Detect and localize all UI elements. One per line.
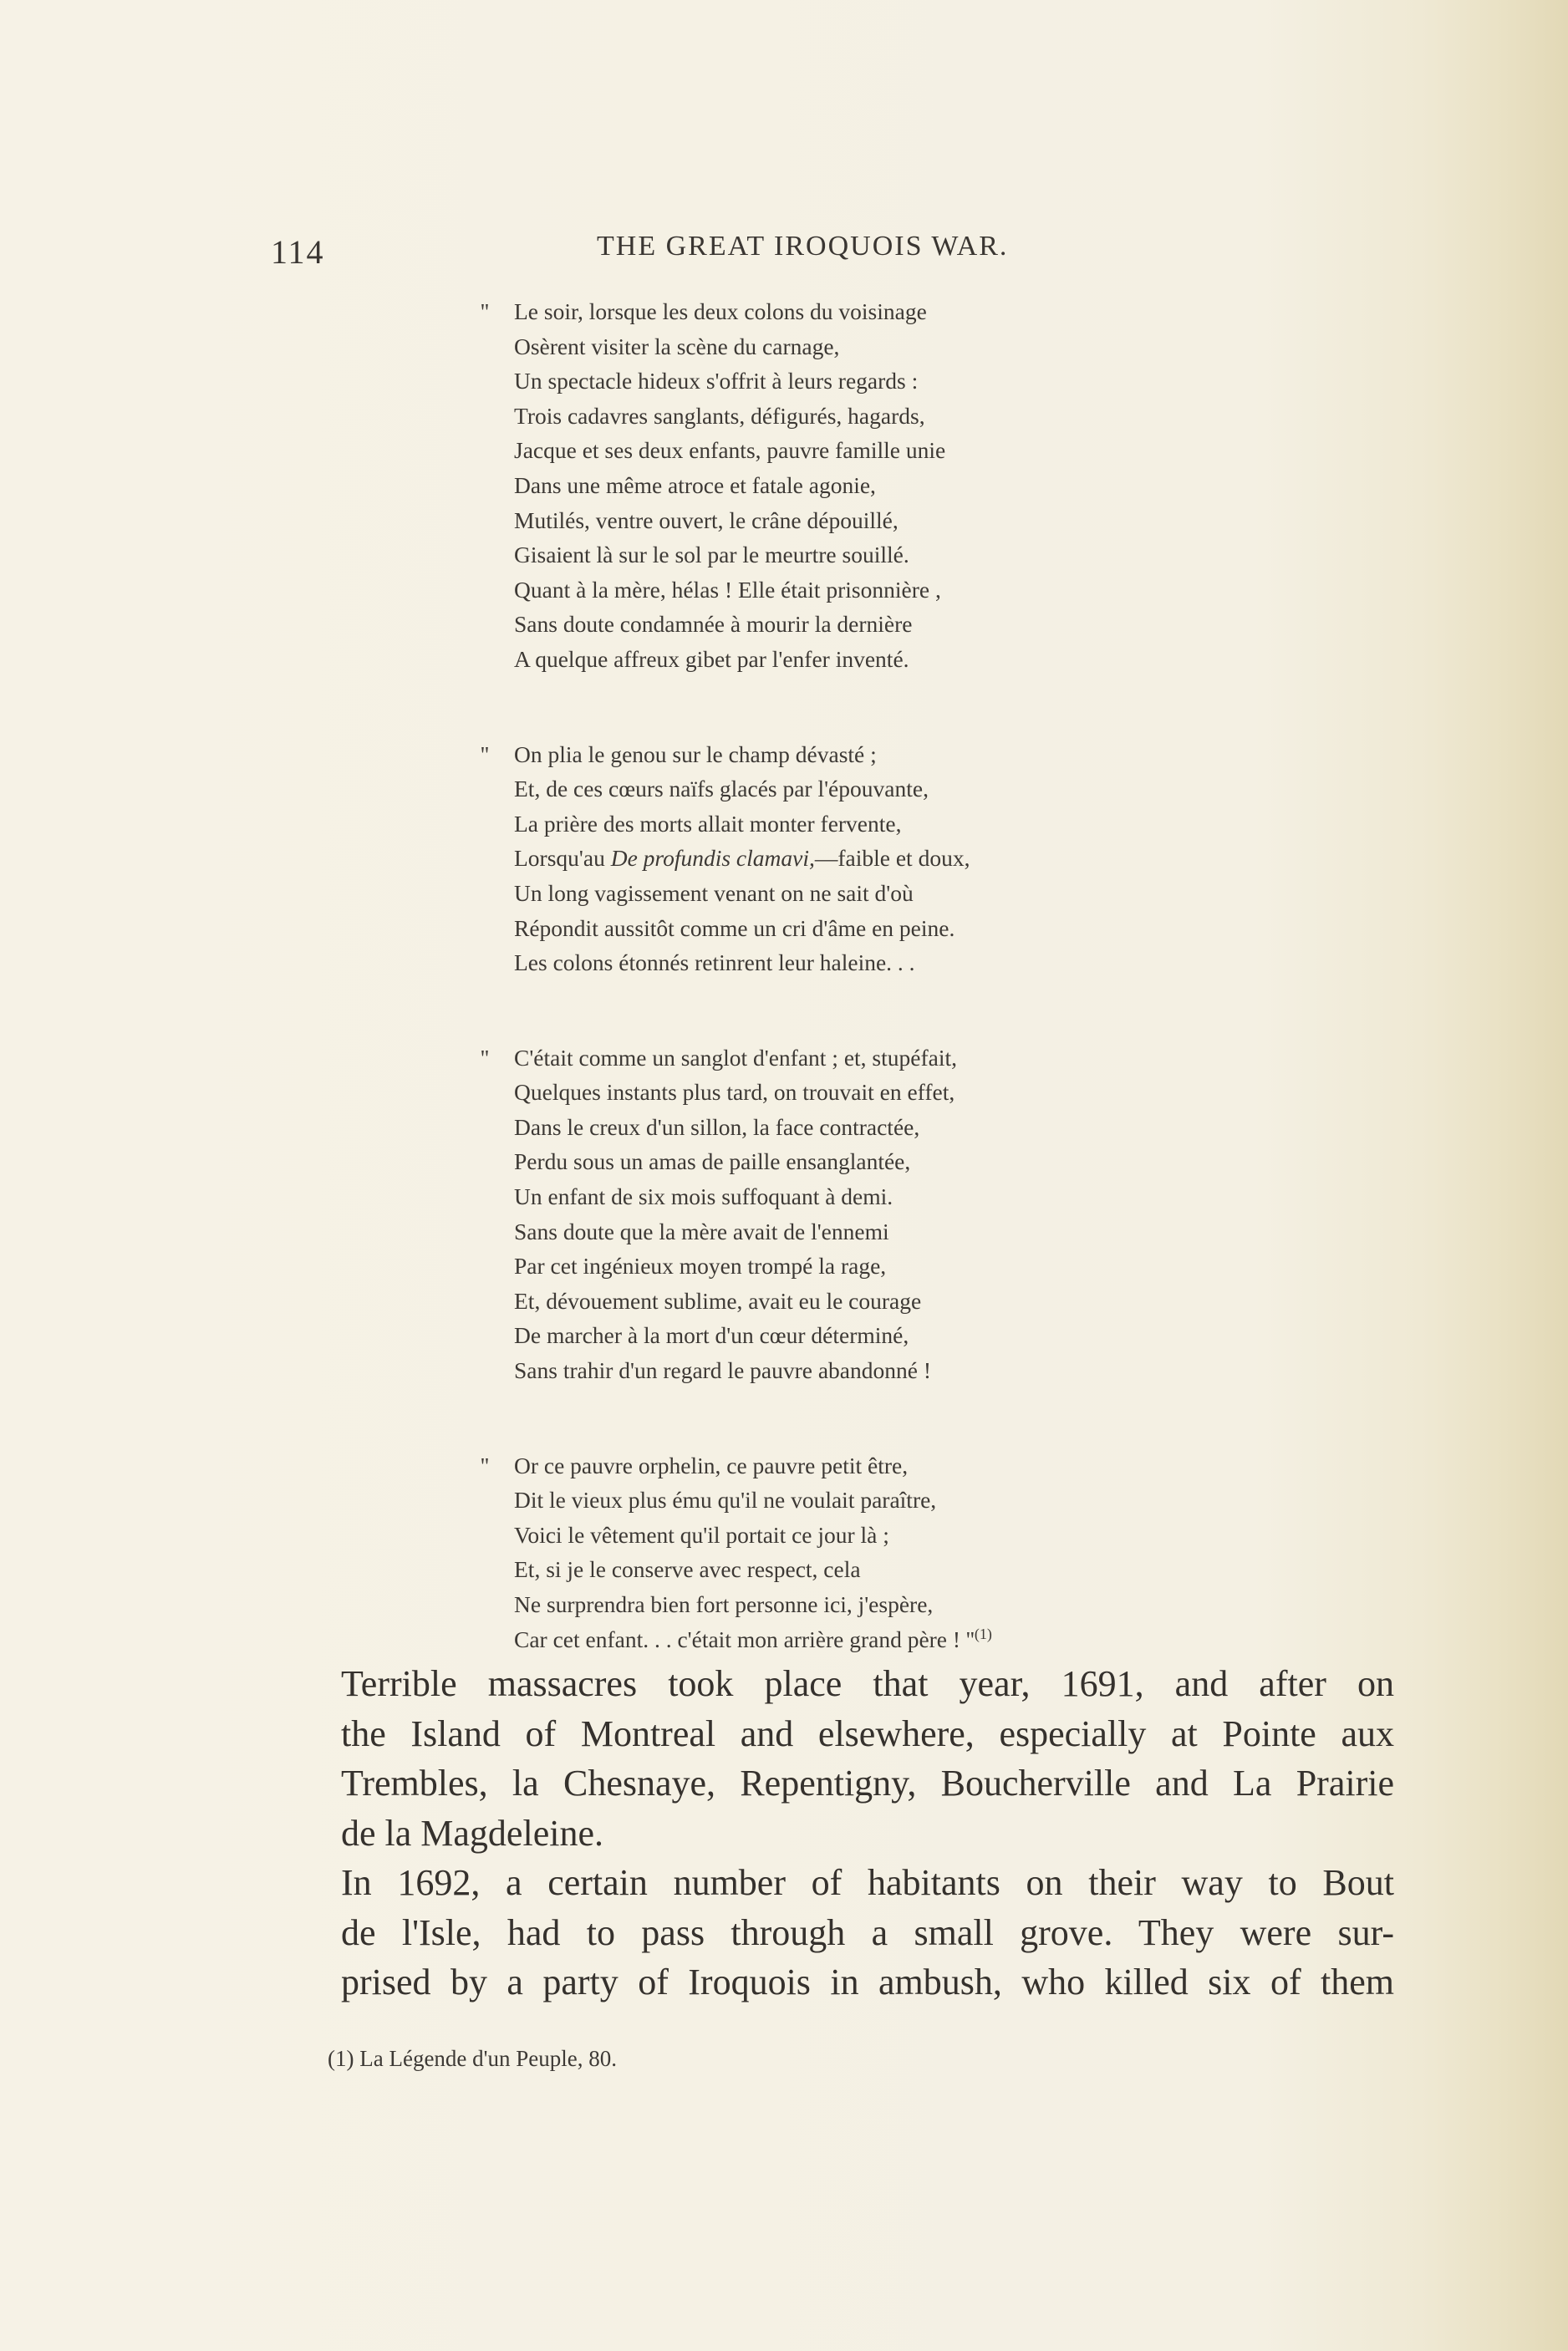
poem-line: Un long vagissement venant on ne sait d'où (514, 879, 914, 906)
poem-line: La prière des morts allait monter fervente, (514, 810, 902, 837)
prose-line: In 1692, a certain number of habitants on their way to Bout (341, 1862, 1394, 1903)
page-number: 114 (271, 233, 325, 271)
poem-line: Les colons étonnés retinrent leur haleine. . . (514, 949, 915, 976)
poem-line: '' On plia le genou sur le champ dévasté ; (481, 740, 877, 767)
paragraph (274, 1858, 1394, 2008)
poem-line: Ne surprendra bien fort personne ici, j'espère, (514, 1591, 934, 1617)
poem-line: Quant à la mère, hélas ! Elle était prisonnière , (514, 576, 941, 603)
poem-line: Dit le vieux plus ému qu'il ne voulait paraître, (514, 1487, 937, 1514)
prose-line: prised by a party of Iroquois in ambush, who killed six of them (341, 1962, 1394, 2002)
poem-line: Perdu sous un amas de paille ensanglantée, (514, 1148, 911, 1175)
poem-line: Par cet ingénieux moyen trompé la rage, (514, 1253, 887, 1280)
poem-line: Sans doute condamnée à mourir la dernière (514, 611, 913, 638)
poem-line: A quelque affreux gibet par l'enfer inventé. (514, 645, 909, 672)
paragraph (274, 1659, 1394, 1858)
page-header (271, 224, 1107, 274)
poem-line: De marcher à la mort d'un cœur déterminé, (514, 1322, 909, 1349)
prose-line: de l'Isle, had to pass through a small grove. They were sur- (341, 1911, 1394, 1953)
poem-line: Un enfant de six mois suffoquant à demi. (514, 1183, 893, 1210)
prose-line: de la Magdeleine. (341, 1812, 603, 1854)
poem-line: '' Or ce pauvre orphelin, ce pauvre petit être, (481, 1452, 909, 1478)
poem-line: Dans une même atroce et fatale agonie, (514, 471, 876, 498)
poem-line: Et, si je le conserve avec respect, cela (514, 1556, 861, 1583)
poem (481, 294, 1149, 1717)
poem-line: Sans trahir d'un regard le pauvre abandonné ! (514, 1357, 932, 1384)
prose-line: Terrible massacres took place that year, 1691, and after on (341, 1663, 1394, 1704)
poem-line: Osèrent visiter la scène du carnage, (514, 333, 840, 359)
footnote (328, 2046, 617, 2072)
poem-line: Mutilés, ventre ouvert, le crâne dépouillé, (514, 506, 899, 533)
poem-stanza-3 (481, 1041, 1149, 1388)
prose-body (274, 1659, 1394, 2008)
poem-line: Car cet enfant. . . c'était mon arrière grand père ! ''$^{(1)}$ (514, 1625, 992, 1652)
prose-line: the Island of Montreal and elsewhere, especially at Pointe aux (341, 1712, 1394, 1754)
poem-stanza-1 (481, 294, 1149, 677)
running-title: THE GREAT IROQUOIS WAR. (597, 231, 1009, 262)
italic-phrase: De profundis clamavi, (610, 845, 815, 872)
poem-line: '' C'était comme un sanglot d'enfant ; et, stupéfait, (481, 1044, 957, 1071)
poem-stanza-2 (481, 737, 1149, 980)
poem-line: Trois cadavres sanglants, défigurés, hagards, (514, 402, 925, 429)
poem-line: Et, dévouement sublime, avait eu le courage (514, 1287, 922, 1314)
poem-line: Un spectacle hideux s'offrit à leurs regards : (514, 368, 919, 394)
poem-line: Voici le vêtement qu'il portait ce jour là ; (514, 1521, 889, 1548)
poem-stanza-4 (481, 1448, 1149, 1657)
footnote-marker: (1) (328, 2046, 354, 2071)
poem-line: Et, de ces cœurs naïfs glacés par l'épouvante, (514, 776, 929, 802)
poem-line: Jacque et ses deux enfants, pauvre famille unie (514, 437, 946, 464)
footnote-text: La Légende d'un Peuple, 80. (359, 2046, 618, 2071)
prose-line: Trembles, la Chesnaye, Repentigny, Boucherville and La Prairie (341, 1763, 1394, 1804)
poem-line: Lorsqu'au De profundis clamavi,—faible et doux, (514, 845, 970, 872)
poem-line: Quelques instants plus tard, on trouvait en effet, (514, 1079, 955, 1106)
poem-line: Sans doute que la mère avait de l'ennemi (514, 1218, 889, 1244)
poem-line: Gisaient là sur le sol par le meurtre souillé. (514, 542, 909, 568)
poem-line: Répondit aussitôt comme un cri d'âme en peine. (514, 914, 955, 941)
poem-line: Dans le creux d'un sillon, la face contractée, (514, 1113, 920, 1140)
poem-line: '' Le soir, lorsque les deux colons du voisinage (481, 298, 927, 324)
footnote-reference: (1) (974, 1625, 992, 1642)
